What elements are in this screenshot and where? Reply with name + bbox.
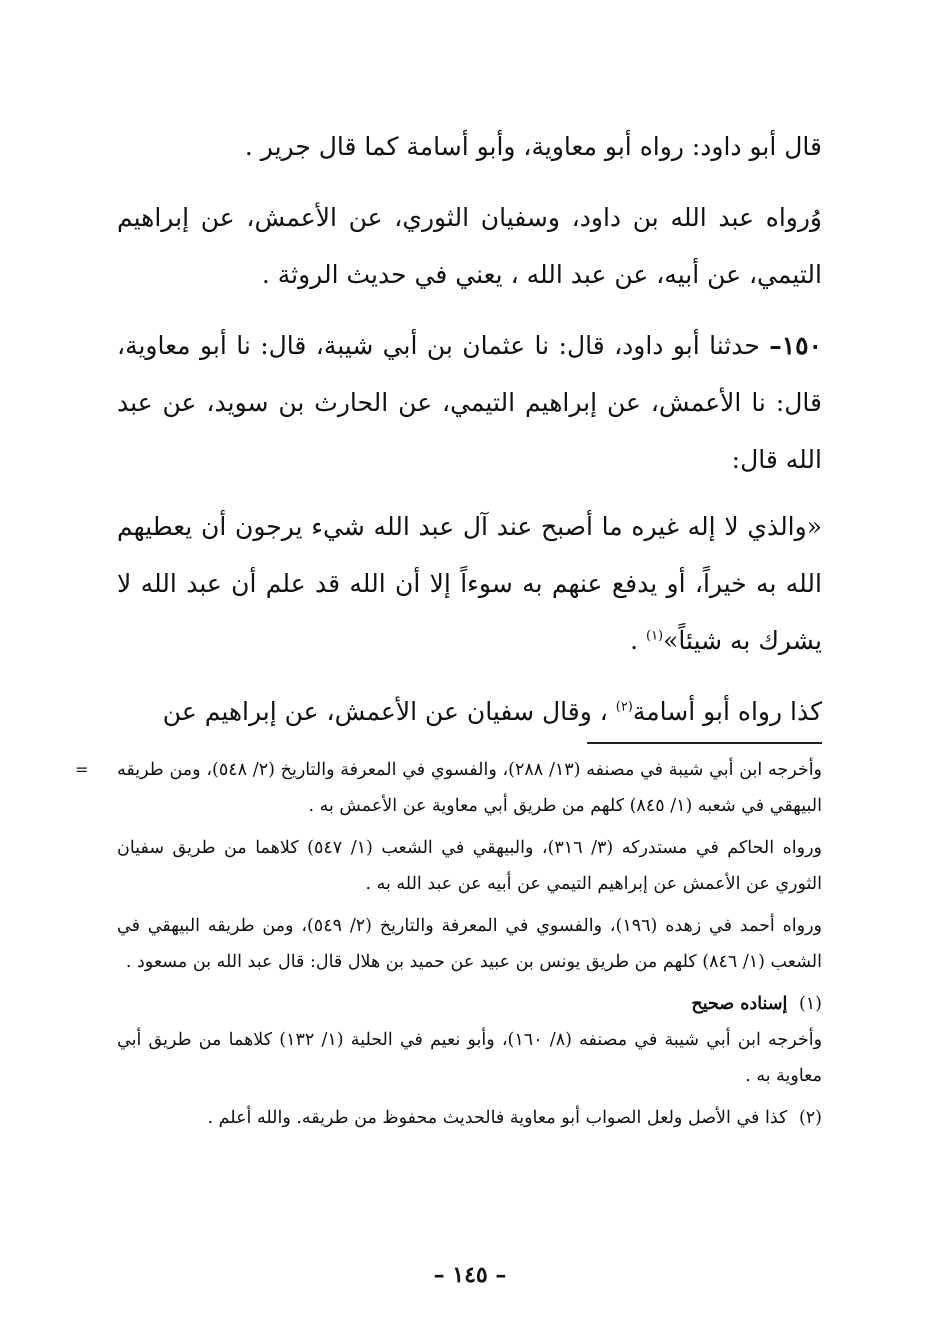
paragraph-2: وُرواه عبد الله بن داود، وسفيان الثوري، عن الأعمش، عن إبراهيم التيمي، عن أبيه، عن عبد الله ، يعني في حديث الروثة . bbox=[117, 203, 822, 289]
page-number: – ١٤٥ – bbox=[433, 1262, 507, 1288]
footnotes bbox=[75, 752, 823, 1136]
footnote-1-heading bbox=[117, 986, 822, 1022]
footnote-ref-2[interactable]: (٢) bbox=[615, 699, 633, 715]
footnote-separator bbox=[587, 742, 822, 744]
footnote-1-text: وأخرجه ابن أبي شيبة في مصنفه (٨/ ١٦٠)، وأبو نعيم في الحلية (١/ ١٣٢) كلاهما من طريق أبي معاوية به . bbox=[117, 1030, 823, 1086]
matn-end: . bbox=[630, 626, 646, 655]
paragraph-1: قال أبو داود: رواه أبو معاوية، وأبو أسامة كما قال جرير . bbox=[244, 132, 822, 161]
paragraph-5 bbox=[117, 683, 822, 740]
footnote-1-title: إسناده صحيح bbox=[691, 994, 788, 1014]
footnote-continuation bbox=[75, 752, 823, 980]
paragraph-5-start: كذا رواه أبو أسامة bbox=[632, 697, 822, 726]
paragraph-5-end: ، وقال سفيان عن الأعمش، عن إبراهيم عن bbox=[162, 697, 616, 726]
footnote-2-label: (٢) bbox=[798, 1108, 822, 1128]
hadith-150-text: حدثنا أبو داود، قال: نا عثمان بن أبي شيبة، قال: نا أبو معاوية، قال: نا الأعمش، عن إبراهيم التيمي، عن الحارث بن سويد، عن عبد الله قال: bbox=[117, 331, 822, 474]
footnote-2 bbox=[117, 1100, 822, 1136]
footnote-cont-3: ورواه أحمد في زهده (١٩٦)، والفسوي في المعرفة والتاريخ (٢/ ٥٤٩)، ومن طريقه البيهقي في الشعب (١/ ٨٤٦) كلهم من طريق يونس بن عبيد عن حميد بن هلال قال: قال عبد الله بن مسعود . bbox=[117, 916, 822, 972]
footnote-ref-1[interactable]: (١) bbox=[645, 628, 664, 644]
footnote-cont-1: وأخرجه ابن أبي شيبة في مصنفه (١٣/ ٢٨٨)، والفسوي في المعرفة والتاريخ (٢/ ٥٤٨)، ومن طريقه البيهقي في شعبه (١/ ٨٤٥) كلهم من طريق أبي معاوية عن الأعمش به . bbox=[117, 760, 823, 816]
matn-text: «والذي لا إله غيره ما أصبح عند آل عبد الله شيء يرجون أن يعطيهم الله به خيراً، أو يدفع عنهم به سوءاً إلا أن الله قد علم أن عبد الله لا يشرك به شيئاً» bbox=[117, 512, 822, 655]
hadith-150-matn bbox=[117, 498, 822, 669]
hadith-number: ١٥٠– bbox=[769, 331, 822, 360]
hadith-150 bbox=[117, 317, 822, 488]
continuation-mark: = bbox=[75, 760, 89, 779]
footnote-2-text: كذا في الأصل ولعل الصواب أبو معاوية فالحديث محفوظ من طريقه. والله أعلم . bbox=[207, 1108, 788, 1128]
main-text bbox=[117, 118, 822, 740]
footnote-1-label: (١) bbox=[798, 994, 822, 1014]
footnote-cont-2: ورواه الحاكم في مستدركه (٣/ ٣١٦)، والبيهقي في الشعب (١/ ٥٤٧) كلاهما من طريق سفيان الثوري عن الأعمش عن إبراهيم التيمي عن أبيه عن عبد الله به . bbox=[117, 838, 822, 894]
